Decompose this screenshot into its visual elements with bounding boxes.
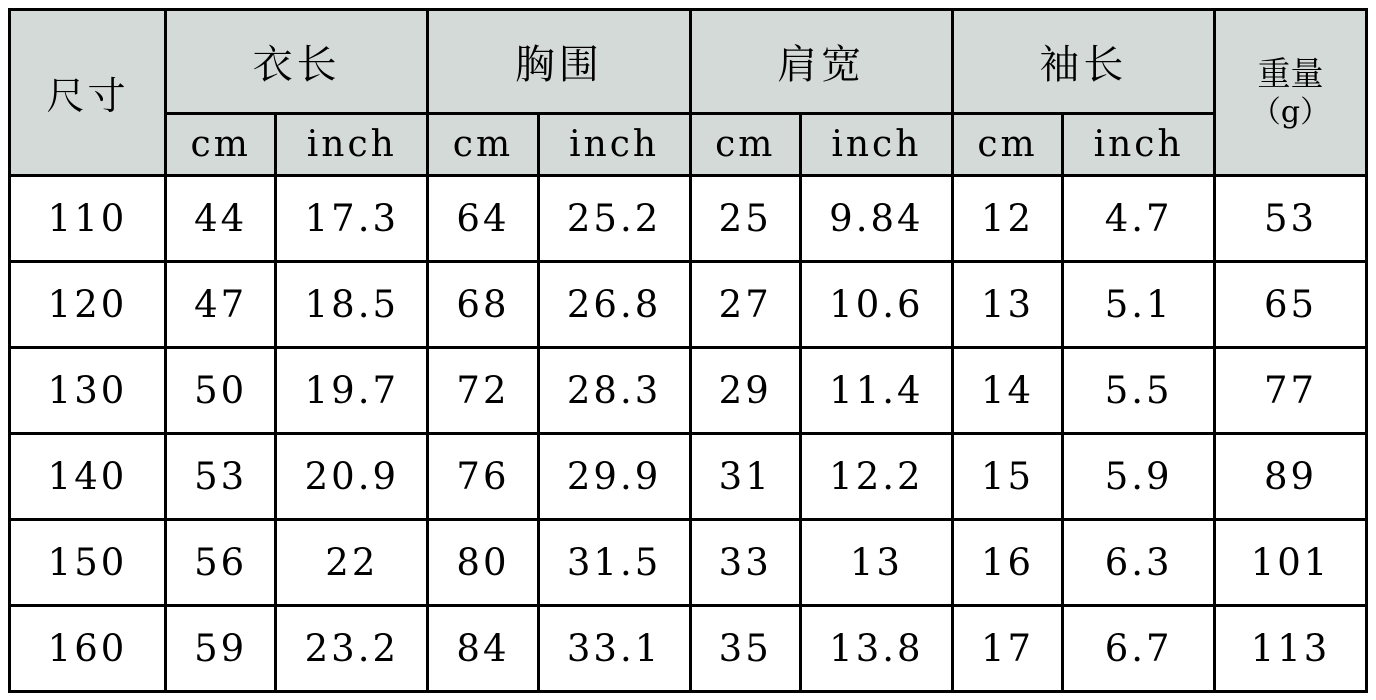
- cell-sleeve-inch: 4.7: [1063, 175, 1215, 261]
- cell-sleeve-cm: 17: [952, 605, 1062, 691]
- header-unit-bust-cm: cm: [428, 113, 538, 175]
- cell-bust-cm: 84: [428, 605, 538, 691]
- cell-size: 120: [10, 261, 166, 347]
- cell-length-inch: 23.2: [276, 605, 428, 691]
- cell-length-cm: 53: [165, 433, 275, 519]
- table-row: [10, 175, 1367, 261]
- header-unit-shoulder-cm: cm: [690, 113, 800, 175]
- cell-bust-inch: 33.1: [538, 605, 690, 691]
- cell-weight: 77: [1215, 347, 1367, 433]
- cell-sleeve-cm: 13: [952, 261, 1062, 347]
- cell-length-cm: 59: [165, 605, 275, 691]
- cell-shoulder-inch: 13: [800, 519, 952, 605]
- header-unit-bust-inch: inch: [538, 113, 690, 175]
- cell-shoulder-inch: 9.84: [800, 175, 952, 261]
- cell-weight: 101: [1215, 519, 1367, 605]
- cell-length-inch: 20.9: [276, 433, 428, 519]
- cell-sleeve-cm: 15: [952, 433, 1062, 519]
- cell-shoulder-cm: 31: [690, 433, 800, 519]
- table-row: [10, 433, 1367, 519]
- cell-shoulder-inch: 12.2: [800, 433, 952, 519]
- header-group-bust: 胸围: [428, 9, 690, 113]
- cell-length-cm: 44: [165, 175, 275, 261]
- cell-bust-inch: 25.2: [538, 175, 690, 261]
- header-group-shoulder: 肩宽: [690, 9, 952, 113]
- cell-sleeve-inch: 6.7: [1063, 605, 1215, 691]
- cell-bust-cm: 68: [428, 261, 538, 347]
- header-unit-length-cm: cm: [165, 113, 275, 175]
- cell-weight: 113: [1215, 605, 1367, 691]
- cell-bust-inch: 31.5: [538, 519, 690, 605]
- cell-shoulder-inch: 10.6: [800, 261, 952, 347]
- cell-shoulder-cm: 25: [690, 175, 800, 261]
- cell-sleeve-cm: 14: [952, 347, 1062, 433]
- table-header-row-units: [10, 113, 1367, 175]
- header-unit-sleeve-inch: inch: [1063, 113, 1215, 175]
- header-unit-sleeve-cm: cm: [952, 113, 1062, 175]
- table-row: [10, 347, 1367, 433]
- cell-length-inch: 22: [276, 519, 428, 605]
- cell-shoulder-inch: 11.4: [800, 347, 952, 433]
- cell-sleeve-inch: 5.1: [1063, 261, 1215, 347]
- cell-size: 150: [10, 519, 166, 605]
- table-row: [10, 261, 1367, 347]
- table-row: [10, 605, 1367, 691]
- cell-length-cm: 50: [165, 347, 275, 433]
- cell-sleeve-cm: 16: [952, 519, 1062, 605]
- cell-bust-cm: 72: [428, 347, 538, 433]
- cell-weight: 53: [1215, 175, 1367, 261]
- header-unit-length-inch: inch: [276, 113, 428, 175]
- cell-size: 140: [10, 433, 166, 519]
- size-chart-table: [8, 8, 1368, 693]
- cell-sleeve-inch: 5.5: [1063, 347, 1215, 433]
- header-weight: [1215, 9, 1367, 175]
- cell-sleeve-inch: 5.9: [1063, 433, 1215, 519]
- cell-length-cm: 56: [165, 519, 275, 605]
- cell-bust-inch: 28.3: [538, 347, 690, 433]
- cell-bust-inch: 26.8: [538, 261, 690, 347]
- cell-shoulder-inch: 13.8: [800, 605, 952, 691]
- cell-size: 160: [10, 605, 166, 691]
- cell-bust-inch: 29.9: [538, 433, 690, 519]
- cell-shoulder-cm: 35: [690, 605, 800, 691]
- cell-sleeve-inch: 6.3: [1063, 519, 1215, 605]
- table-header-row-primary: [10, 9, 1367, 113]
- cell-size: 130: [10, 347, 166, 433]
- header-weight-label: 重量: [1257, 53, 1324, 93]
- table-row: [10, 519, 1367, 605]
- header-weight-unit: （g）: [1250, 94, 1331, 130]
- cell-bust-cm: 64: [428, 175, 538, 261]
- cell-length-cm: 47: [165, 261, 275, 347]
- cell-length-inch: 18.5: [276, 261, 428, 347]
- cell-sleeve-cm: 12: [952, 175, 1062, 261]
- cell-bust-cm: 76: [428, 433, 538, 519]
- header-size: 尺寸: [10, 9, 166, 175]
- cell-bust-cm: 80: [428, 519, 538, 605]
- cell-shoulder-cm: 29: [690, 347, 800, 433]
- cell-length-inch: 17.3: [276, 175, 428, 261]
- cell-length-inch: 19.7: [276, 347, 428, 433]
- cell-shoulder-cm: 33: [690, 519, 800, 605]
- cell-weight: 65: [1215, 261, 1367, 347]
- header-unit-shoulder-inch: inch: [800, 113, 952, 175]
- header-group-length: 衣长: [165, 9, 427, 113]
- cell-weight: 89: [1215, 433, 1367, 519]
- cell-size: 110: [10, 175, 166, 261]
- header-group-sleeve: 袖长: [952, 9, 1214, 113]
- cell-shoulder-cm: 27: [690, 261, 800, 347]
